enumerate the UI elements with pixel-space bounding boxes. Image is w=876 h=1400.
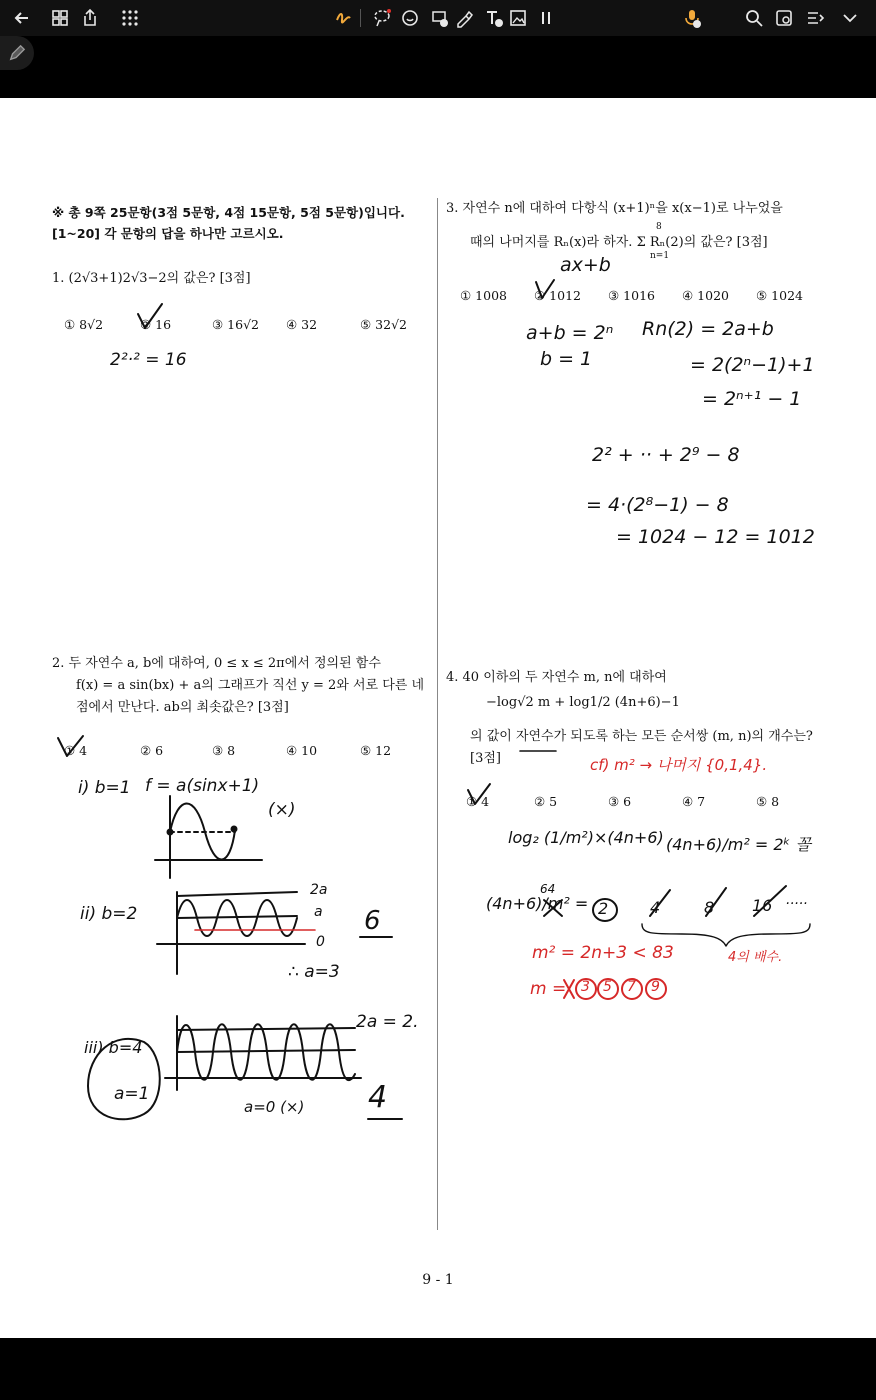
q2-case2-graph <box>155 886 305 976</box>
question-2-line3: 점에서 만난다. ab의 최솟값은? [3점] <box>76 700 289 715</box>
q4-m-9: 9 <box>651 979 660 995</box>
pause-icon[interactable] <box>534 6 558 30</box>
back-arrow-icon[interactable] <box>10 6 34 30</box>
edit-pen-button[interactable] <box>0 36 34 70</box>
q4-value-8: 8 <box>704 898 715 917</box>
q2-case3-answer: 4 <box>368 1080 388 1115</box>
q2-case1-label: i) b=1 <box>78 778 131 798</box>
read-mode-icon[interactable] <box>803 6 827 30</box>
share-icon[interactable] <box>78 6 102 30</box>
q1-choice-1[interactable]: ① 8√2 <box>64 317 104 332</box>
q3-work-7: = 4·(2⁸−1) − 8 <box>586 494 729 516</box>
q2-choice-5[interactable]: ⑤ 12 <box>360 743 392 758</box>
q2-case2-2a: 2a <box>310 882 328 898</box>
q2-choice-4[interactable]: ④ 10 <box>286 743 318 758</box>
sticker-icon[interactable] <box>398 6 422 30</box>
question-2-line2: f(x) = a sin(bx) + a의 그래프가 직선 y = 2와 서로 다른 네 <box>76 678 425 693</box>
q2-case1-reject: (×) <box>268 800 296 820</box>
q2-case2-underline <box>358 934 394 940</box>
document-page[interactable] <box>0 98 876 1338</box>
pencil-icon <box>8 44 26 62</box>
chevron-down-icon[interactable] <box>838 6 862 30</box>
q2-case3-a: a=1 <box>114 1084 150 1104</box>
q1-choice-4[interactable]: ④ 32 <box>286 317 318 332</box>
page-number: 9 - 1 <box>422 1272 454 1288</box>
text-icon[interactable] <box>482 6 506 30</box>
q4-choice-2[interactable]: ② 5 <box>534 794 558 809</box>
q2-case3-2a: 2a = 2. <box>356 1012 419 1032</box>
question-4-line2: 의 값이 자연수가 되도록 하는 모든 순서쌍 (m, n)의 개수는? <box>470 729 813 744</box>
q4-work-64: 64 <box>540 882 556 896</box>
q4-red-note-2: m² = 2n+3 < 83 <box>532 943 674 963</box>
q3-work-4: = 2(2ⁿ−1)+1 <box>690 354 815 376</box>
q4-value-4: 4 <box>650 898 661 917</box>
q3-work-8: = 1024 − 12 = 1012 <box>616 526 815 548</box>
q4-strikethroughs <box>646 884 796 920</box>
q2-case3-graph <box>165 1016 365 1090</box>
q3-sum-upper: 8 <box>656 222 662 232</box>
q3-choice-5[interactable]: ⑤ 1024 <box>756 288 803 303</box>
q4-choice-4[interactable]: ④ 7 <box>682 794 706 809</box>
q3-sum-lower: n=1 <box>650 251 670 261</box>
q3-choice-3[interactable]: ③ 1016 <box>608 288 655 303</box>
q2-case3-underline <box>366 1116 404 1122</box>
question-3-line1: 3. 자연수 n에 대하여 다항식 (x+1)ⁿ을 x(x−1)로 나누었을 <box>446 201 783 216</box>
q4-underline <box>518 748 558 754</box>
apps-icon[interactable] <box>118 6 142 30</box>
q1-work: 2²·² = 16 <box>110 350 187 370</box>
q4-value-2: 2 <box>598 899 609 918</box>
image-icon[interactable] <box>506 6 530 30</box>
question-3-line2: 때의 나머지를 Rₙ(x)라 하자. Σ Rₙ(2)의 값은? [3점] <box>470 235 768 250</box>
q3-work-3: Rn(2) = 2a+b <box>642 318 774 340</box>
bottom-bar <box>0 1338 876 1400</box>
q4-red-note-multiple: 4의 배수. <box>728 950 783 965</box>
q3-choice-2[interactable]: ② 1012 <box>534 288 581 303</box>
lasso-icon[interactable] <box>370 6 394 30</box>
q2-case1-graph <box>150 796 265 881</box>
q3-choice-1[interactable]: ① 1008 <box>460 288 507 303</box>
toolbar-separator <box>360 9 361 27</box>
q2-case3-reject: a=0 (×) <box>244 1098 305 1116</box>
question-1-text: 1. (2√3+1)2√3−2의 값은? [3점] <box>52 271 251 286</box>
q2-case2-answer: 6 <box>364 906 381 936</box>
q4-work-2: (4n+6)/m² = 2ᵏ 꼴 <box>666 835 811 854</box>
toolbar-subbar <box>0 36 876 98</box>
q1-checkmark <box>136 302 166 332</box>
search-icon[interactable] <box>742 6 766 30</box>
pen-icon[interactable] <box>332 6 356 30</box>
q2-case1-function: f = a(sinx+1) <box>145 776 260 796</box>
question-4-line3: [3점] <box>470 751 501 766</box>
q4-choice-3[interactable]: ③ 6 <box>608 794 632 809</box>
q2-choice-3[interactable]: ③ 8 <box>212 743 236 758</box>
q3-work-6: 2² + ·· + 2⁹ − 8 <box>592 444 740 466</box>
grid-view-icon[interactable] <box>48 6 72 30</box>
q2-checkmark <box>56 734 86 760</box>
q2-case2-conclusion: ∴ a=3 <box>288 962 340 982</box>
highlighter-icon[interactable] <box>452 6 476 30</box>
q2-choice-1[interactable]: ① 4 <box>64 743 88 758</box>
lock-icon[interactable] <box>428 6 452 30</box>
q3-work-2: b = 1 <box>540 348 593 370</box>
q3-work-1: a+b = 2ⁿ <box>526 322 614 344</box>
q4-work-3: (4n+6)/m² = <box>486 894 589 913</box>
q3-checkmark <box>534 278 556 302</box>
q1-choice-3[interactable]: ③ 16√2 <box>212 317 260 332</box>
q4-ellipsis: ..... <box>786 892 809 908</box>
exam-instructions-line1: ※ 총 9쪽 25문항(3점 5문항, 4점 15문항, 5점 5문항)입니다. <box>52 205 405 220</box>
q4-red-m-label: m = <box>530 979 567 999</box>
question-4-expression: −log√2 m + log1/2 (4n+6)−1 <box>486 695 680 710</box>
q3-work-5: = 2ⁿ⁺¹ − 1 <box>702 388 802 410</box>
q4-choice-1[interactable]: ① 4 <box>466 794 490 809</box>
q4-work-1: log₂ (1/m²)×(4n+6) <box>508 828 664 847</box>
question-4-line1: 4. 40 이하의 두 자연수 m, n에 대하여 <box>446 670 667 685</box>
q3-choice-4[interactable]: ④ 1020 <box>682 288 729 303</box>
q4-checkmark <box>466 782 492 808</box>
app-toolbar <box>0 0 876 36</box>
q4-cross-1 <box>540 896 566 920</box>
q4-m-7: 7 <box>627 979 636 995</box>
q1-choice-5[interactable]: ⑤ 32√2 <box>360 317 408 332</box>
q1-choice-2[interactable]: ② 16 <box>140 317 172 332</box>
q4-value-16: 16 <box>752 896 773 915</box>
question-2-line1: 2. 두 자연수 a, b에 대하여, 0 ≤ x ≤ 2π에서 정의된 함수 <box>52 656 381 671</box>
q2-case2-label: ii) b=2 <box>80 904 138 924</box>
q4-red-note-1: cf) m² → 나머지 {0,1,4}. <box>590 756 768 774</box>
settings-icon[interactable] <box>772 6 796 30</box>
q2-case3-label: iii) b=4 <box>84 1038 143 1057</box>
q2-case2-zero: 0 <box>316 934 325 950</box>
q3-remainder-form: ax+b <box>560 254 611 276</box>
column-divider <box>437 198 438 1230</box>
q2-choice-2[interactable]: ② 6 <box>140 743 164 758</box>
q4-choice-5[interactable]: ⑤ 8 <box>756 794 780 809</box>
exam-instructions-line2: [1~20] 각 문항의 답을 하나만 고르시오. <box>52 226 284 241</box>
q2-case2-a: a <box>314 904 323 920</box>
q4-m-3: 3 <box>581 979 590 995</box>
q4-m-5: 5 <box>603 979 612 995</box>
mic-icon[interactable] <box>680 6 704 30</box>
